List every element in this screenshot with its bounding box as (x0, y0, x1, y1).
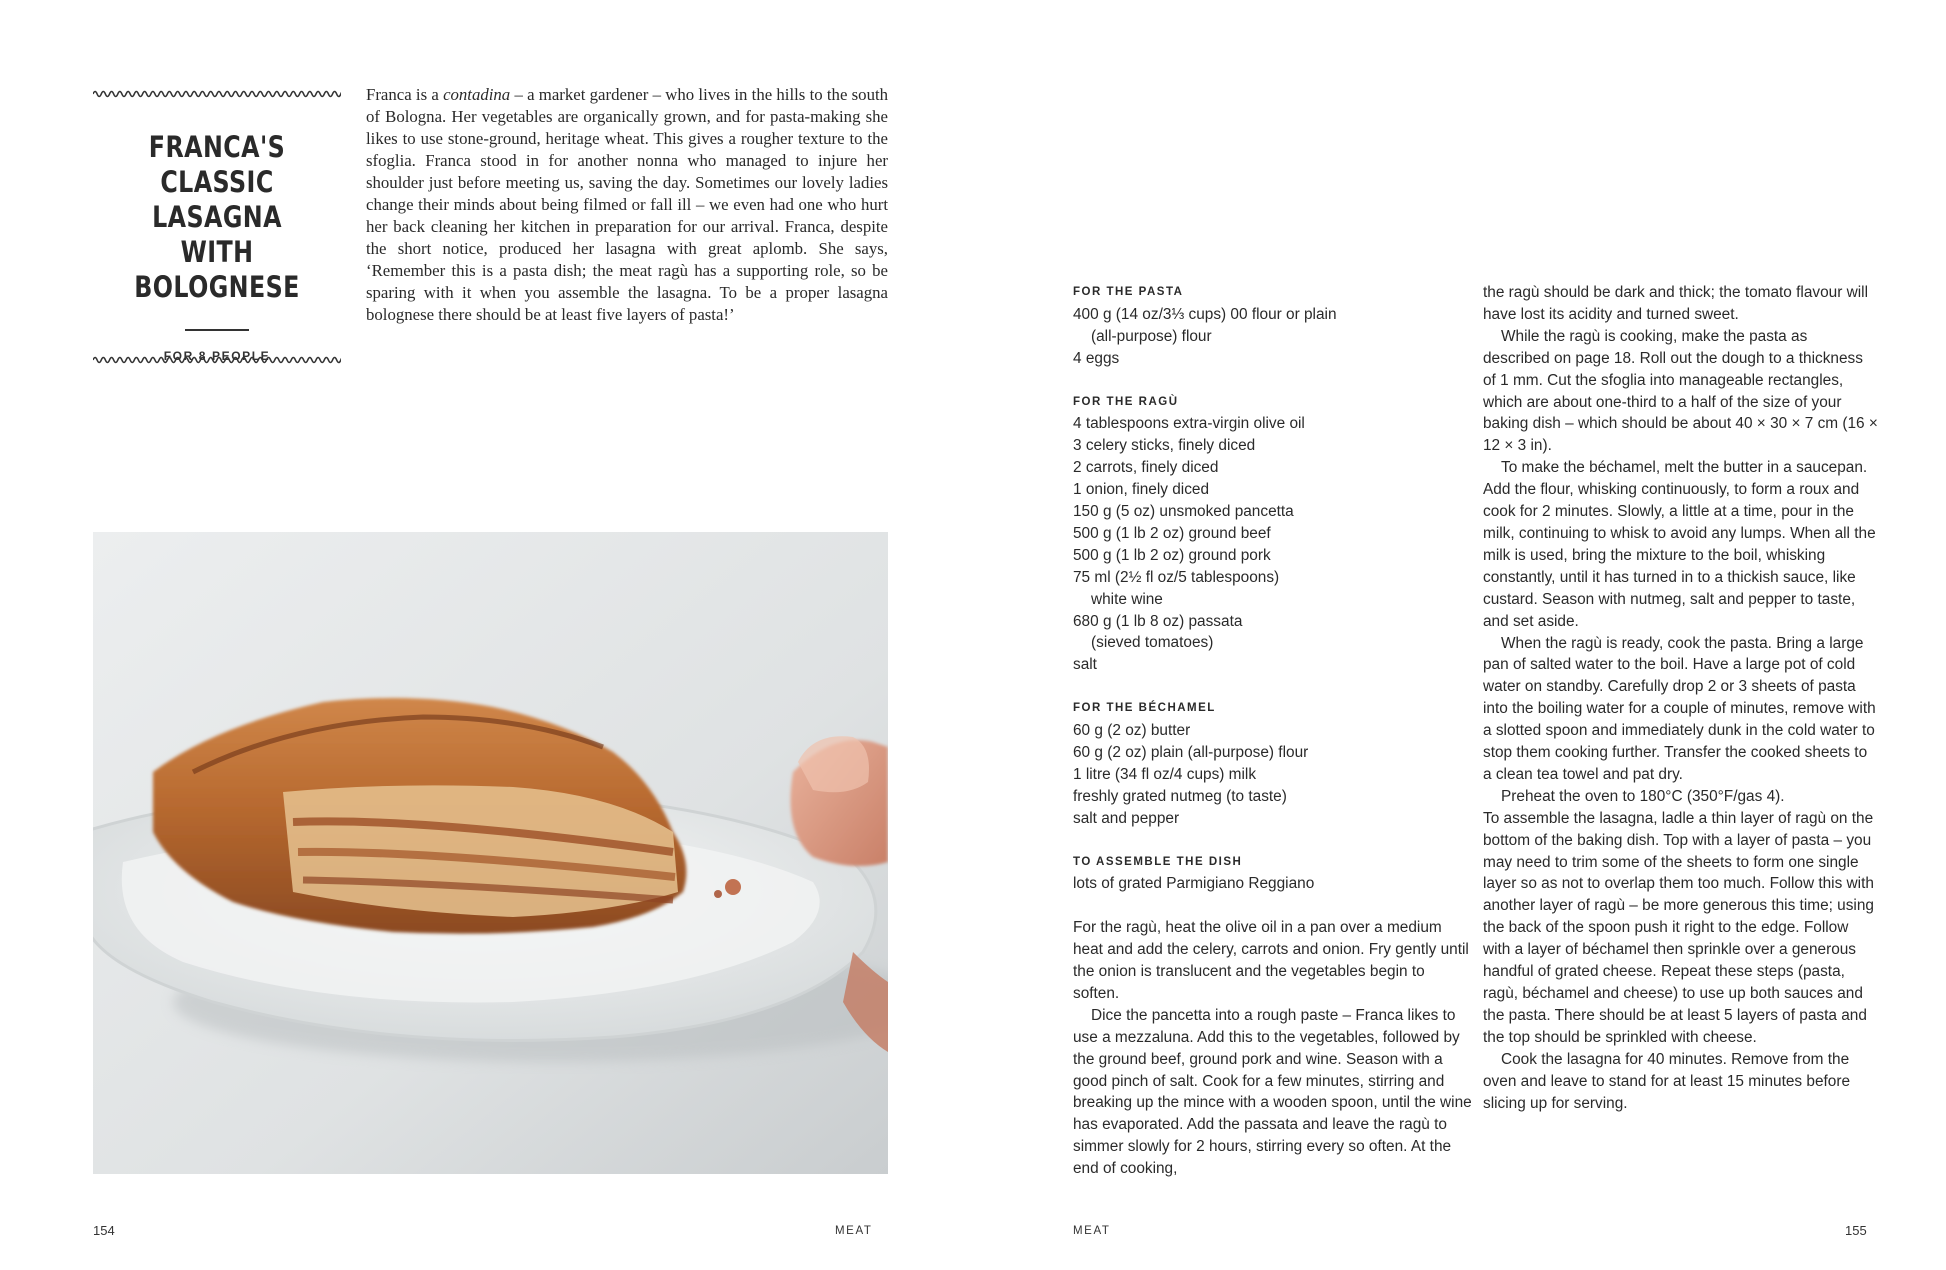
recipe-title-block (93, 130, 341, 363)
ingredient-group (1073, 392, 1473, 677)
ingredient-line: 60 g (2 oz) plain (all-purpose) flour (1073, 744, 1309, 761)
method-column-right (1483, 282, 1878, 1114)
ingredient-line: 500 g (1 lb 2 oz) ground beef (1073, 524, 1271, 542)
section-label-left: MEAT (835, 1225, 873, 1237)
ingredient-line: 680 g (1 lb 8 oz) passata (1073, 612, 1243, 630)
method-paragraph: While the ragù is cooking, make the pasta as described on page 18. Roll out the dough to a thickness of 1 mm. Cut the sfoglia into manageable rectangles, which are about one-third to a half of the size of your baking dish – which should be about 40 × 30 × 7 cm (16 × 12 × 3 in). (1483, 327, 1878, 455)
method-paragraph: For the ragù, heat the olive oil in a pan over a medium heat and add the celery, carrots and onion. Fry gently until the onion is translucent and the vegetables begin to soften. (1073, 919, 1469, 1002)
ingredient-group (1073, 698, 1473, 829)
servings-label: FOR 8 PEOPLE (163, 349, 271, 363)
ingredient-line: 150 g (5 oz) unsmoked pancetta (1073, 503, 1294, 521)
ingredient-line: 4 eggs (1073, 349, 1120, 367)
ingredient-line: 400 g (14 oz/3⅓ cups) 00 flour or plain (1073, 305, 1337, 323)
method-paragraph: Cook the lasagna for 40 minutes. Remove from the oven and leave to stand for at least 15 minutes before slicing up for serving. (1483, 1050, 1851, 1112)
method-column-left (1073, 917, 1473, 1180)
ingredients-and-method-column (1073, 282, 1473, 1180)
lasagna-photo (93, 532, 888, 1174)
ingredient-group-heading: FOR THE BÉCHAMEL (1073, 702, 1216, 715)
wavy-rule-top (93, 88, 341, 100)
method-paragraph: When the ragù is ready, cook the pasta. Bring a large pan of salted water to the boil. Have a large pot of cold water on standby. Carefully drop 2 or 3 sheets of pasta into the boiling water for a couple of minutes, remove with a slotted spoon and immediately dunk in the cold water to stop them cooking further. Transfer the cooked sheets to a clean tea towel and pat dry. (1483, 634, 1876, 783)
section-label-right: MEAT (1073, 1225, 1111, 1237)
ingredient-line: freshly grated nutmeg (to taste) (1073, 787, 1287, 805)
title-divider (185, 329, 249, 331)
ingredient-group-heading: TO ASSEMBLE THE DISH (1073, 855, 1243, 868)
right-page (973, 0, 1946, 1270)
method-paragraph: To assemble the lasagna, ladle a thin layer of ragù on the bottom of the baking dish. Top with a layer of pasta – you may need to trim some of the sheets to form one single layer so as not to overlap them too much. Follow this with another layer of ragù – be more generous this time; using the back of the spoon push it right to the edge. Follow with a layer of béchamel then sprinkle over a generous handful of grated cheese. Repeat these steps (pasta, ragù, béchamel and cheese) to use up both sauces and the pasta. There should be at least 5 layers of pasta and the top should be sprinkled with cheese. (1483, 809, 1874, 1046)
method-paragraph: To make the béchamel, melt the butter in a saucepan. Add the flour, whisking continuously, to form a roux and cook for 2 minutes. Slowly, a little at a time, pour in the milk, continuing to whisk to avoid any lumps. When all the milk is used, bring the mixture to the boil, whisking constantly, until it has turned in to a thickish sauce, like custard. Season with nutmeg, salt and pepper to taste, and set aside. (1483, 459, 1876, 630)
ingredient-line: (all-purpose) flour (1091, 327, 1212, 345)
italic-term: contadina (443, 85, 511, 104)
method-paragraph: Dice the pancetta into a rough paste – Franca likes to use a mezzaluna. Add this to the vegetables, followed by the ground beef, ground pork and wine. Season with a good pinch of salt. Cook for a few minutes, stirring and breaking up the mince with a wooden spoon, until the wine has evaporated. Add the passata and leave the ragù to simmer slowly for 2 hours, stirring every so often. At the end of cooking, (1073, 1006, 1472, 1178)
ingredient-line: 75 ml (2½ fl oz/5 tablespoons) (1073, 568, 1280, 586)
ingredient-group-heading: FOR THE RAGÙ (1073, 395, 1179, 408)
wavy-rule-bottom (93, 354, 341, 366)
ingredient-line: salt and pepper (1073, 809, 1180, 827)
ingredient-group-heading: FOR THE PASTA (1073, 286, 1184, 298)
recipe-title: FRANCA'S CLASSIC LASAGNA WITH BOLOGNESE (134, 130, 300, 304)
ingredient-line: 1 litre (34 fl oz/4 cups) milk (1073, 765, 1257, 783)
ingredient-line: 3 celery sticks, finely diced (1073, 437, 1256, 455)
ingredient-line: 60 g (2 oz) butter (1073, 722, 1191, 740)
method-paragraph: Preheat the oven to 180°C (350°F/gas 4). (1501, 787, 1785, 805)
ingredient-group (1073, 282, 1473, 370)
page-number-right: 155 (1845, 1223, 1867, 1238)
ingredient-list (1073, 282, 1473, 895)
intro-text: Franca is a contadina – a market gardener – who lives in the hills to the south of Bologna. Her vegetables are organically grown, and for pasta-making she likes to use stone-ground, heritage wheat. This gives a rougher texture to the sfoglia. Franca stood in for another nonna who managed to injure her shoulder just before meeting us, saving the day. Sometimes our lovely ladies change their minds about being filmed or fall ill – we even had one who hurt her back cleaning her kitchen in preparation for our arrival. Franca, despite the short notice, produced her lasagna with great aplomb. She says, ‘Remember this is a pasta dish; the meat ragù has a supporting role, so be sparing with it when you assemble the lasagna. To be a proper lasagna bolognese there should be at least five layers of pasta!’ (366, 85, 889, 324)
ingredient-line: white wine (1091, 590, 1163, 608)
ingredient-group (1073, 852, 1473, 896)
ingredient-line: 1 onion, finely diced (1073, 481, 1210, 499)
ingredient-line: 2 carrots, finely diced (1073, 459, 1219, 477)
ingredient-line: 500 g (1 lb 2 oz) ground pork (1073, 546, 1271, 564)
ingredient-line: (sieved tomatoes) (1091, 634, 1214, 652)
ingredient-line: salt (1073, 656, 1097, 674)
ingredient-line: lots of grated Parmigiano Reggiano (1073, 875, 1315, 893)
method-paragraph: the ragù should be dark and thick; the tomato flavour will have lost its acidity and turned sweet. (1483, 284, 1868, 323)
ingredient-line: 4 tablespoons extra-virgin olive oil (1073, 415, 1305, 433)
page-number-left: 154 (93, 1223, 115, 1238)
